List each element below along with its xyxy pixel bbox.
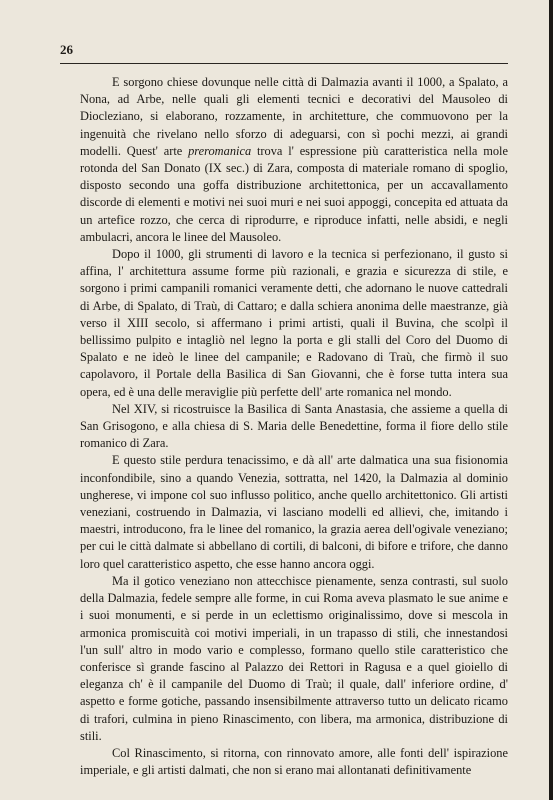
paragraph-1-italic: preromanica xyxy=(188,143,252,158)
page-number: 26 xyxy=(60,42,73,57)
paragraph-4: E questo stile perdura tenacissimo, e dà all' arte dalmatica una sua fisionomia inconfondibile, sino a quando Venezia, sottratta, nel 1420, la Dalmazia al dominio ungherese, vi impone col suo influsso politico, anche quello architettonico. Gli artisti veneziani, costruendo in Dalmazia, vi lasciano modelli ed allievi, che, imitando i maestri, introducono, fra le linee del romanico, la grazia aerea dell'ogivale veneziano; per cui le città dalmate si abbellano di cortili, di balconi, di bifore e trifore, che danno loro quel caratteristico aspetto, che esse hanno ancora oggi. xyxy=(80,453,508,571)
paragraph-6: Col Rinascimento, si ritorna, con rinnovato amore, alle fonti dell' ispirazione imperiale, e gli artisti dalmati, che non si erano mai allontanati definitivamente xyxy=(80,745,508,778)
paragraph-1 xyxy=(80,74,508,246)
body-text xyxy=(80,74,508,779)
paragraph-2: Dopo il 1000, gli strumenti di lavoro e la tecnica si perfezionano, il gusto si affina, l' architettura assume forme più razionali, e grazia e sicurezza di stile, e sorgono i primi campanili romanici veramente detti, che adornano le nuove cattedrali di Arbe, di Spalato, di Traù, di Cattaro; e dalla schiera anonima delle maestranze, già verso il XIII secolo, si affermano i primi artisti, quali il Buvina, che scolpì il bellissimo pulpito e intagliò nel legno la porta e gli stalli del Coro del Duomo di Spalato e ne ideò le linee del campanile; e Radovano di Traù, che firmò il suo capolavoro, il Portale della Basilica di San Giovanni, che è forse tutta intera sua opera, ed è una delle meraviglie più perfette dell' arte romanica nel mondo. xyxy=(80,247,508,399)
paragraph-1-text-a: E sorgono chiese dovunque nelle città di Dalmazia avanti il 1000, a Spalato, a Nona, ad Arbe, nelle quali gli elementi tecnici e decorativi del Mausoleo di Diocleziano, si elaborano, rozzamente, in architetture, che commuovono per la ingenuità che rivelano nello sforzo di adeguarsi, con sì pochi mezzi, ai grandi modelli. Quest' arte xyxy=(80,75,508,158)
paragraph-3: Nel XIV, si ricostruisce la Basilica di Santa Anastasia, che assieme a quella di San Grisogono, e alla chiesa di S. Maria delle Benedettine, forma il fiore dello stile romanico di Zara. xyxy=(80,401,508,451)
paragraph-5: Ma il gotico veneziano non attecchisce pienamente, senza contrasti, sul suolo della Dalmazia, fedele sempre alle forme, in cui Roma aveva plasmato le sue anime e i suoi monumenti, e si perde in un eclettismo originalissimo, dove si mescola in armonica promiscuità coi motivi imperiali, in un trapasso di stili, che innestandosi l'un sull' altro in modo vario e complesso, formano quello stile caratteristico che conferisce sì grande fascino al Palazzo dei Rettori in Ragusa e a quel gioiello di eleganza ch' è il campanile del Duomo di Traù; il quale, dall' inferiore ordine, d' aspetto e forme gotiche, passando insensibilmente attraverso tutto un delicato ricamo di trafori, culmina in pieno Rinascimento, con libera, ma armonica, distribuzione di stili. xyxy=(80,573,508,743)
header-rule xyxy=(60,63,508,64)
paragraph-1-text-b: trova l' espressione più caratteristica nella mole rotonda del San Donato (IX sec.) di Zara, composta di materiale romano di spoglio, disposto secondo una goffa distribuzione architettonica, per un accavallamento discorde di elementi e motivi nei suoi muri e nei suoi appoggi, concepita ed attuata da un artefice rozzo, che cerca di riprodurre, e riproduce infatti, nelle absidi, e negli ambulacri, ancora le linee del Mausoleo. xyxy=(80,143,508,244)
